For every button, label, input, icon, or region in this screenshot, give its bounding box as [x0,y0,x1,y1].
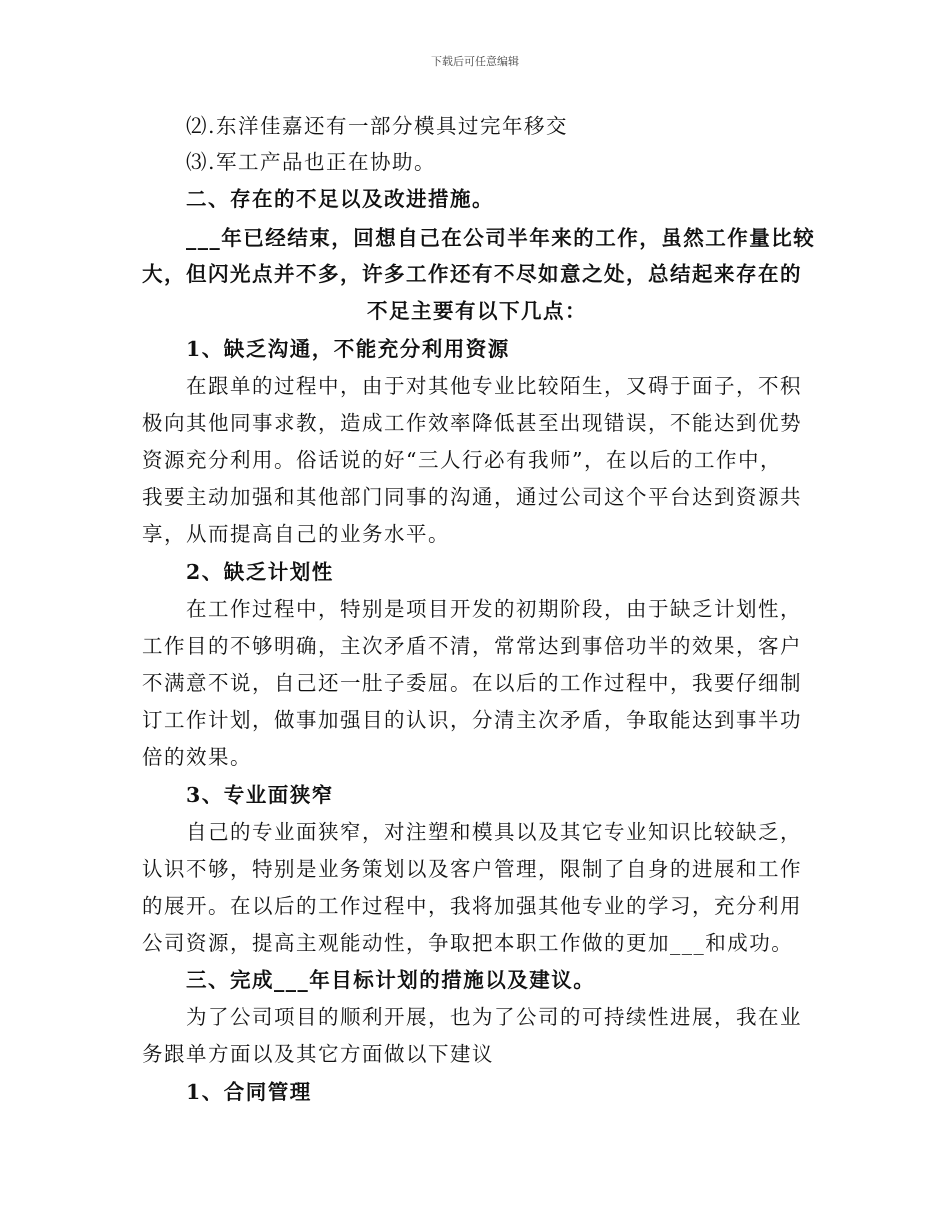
paragraph-line: 认识不够，特别是业务策划以及客户管理，限制了自身的进展和工作 [142,857,802,881]
paragraph-line: 倍的效果。 [142,745,252,769]
paragraph-line: 在工作过程中，特别是项目开发的初期阶段，由于缺乏计划性， [186,597,802,621]
paragraph-line: 务跟单方面以及其它方面做以下建议 [142,1042,494,1066]
paragraph-line: ⑶.军工产品也正在协助。 [186,150,437,174]
paragraph-line: 公司资源，提高主观能动性，争取把本职工作做的更加___和成功。 [142,931,794,955]
paragraph-line: ⑵.东洋佳嘉还有一部分模具过完年移交 [186,114,569,138]
paragraph-line: 享，从而提高自己的业务水平。 [142,522,450,546]
paragraph-line: 不足主要有以下几点： [367,299,587,323]
paragraph-line: 资源充分利用。俗话说的好“三人行必有我师”，在以后的工作中， [142,448,782,472]
paragraph-line: 工作目的不够明确，主次矛盾不清，常常达到事倍功半的效果，客户 [142,634,802,658]
paragraph-line: 不满意不说，自己还一肚子委屈。在以后的工作过程中，我要仔细制 [142,671,802,695]
subheading: 2、缺乏计划性 [186,560,334,584]
section-heading: 二、存在的不足以及改进措施。 [186,187,494,211]
section-heading: 三、完成___年目标计划的措施以及建议。 [186,968,596,992]
paragraph-line: 在跟单的过程中，由于对其他专业比较陌生，又碍于面子，不积 [186,374,802,398]
page-header: 下载后可任意编辑 [431,55,519,68]
paragraph-line: 的展开。在以后的工作过程中，我将加强其他专业的学习，充分利用 [142,894,802,918]
paragraph-line: 极向其他同事求教，造成工作效率降低甚至出现错误，不能达到优势 [142,411,802,435]
paragraph-line: 为了公司项目的顺利开展，也为了公司的可持续性进展，我在业 [186,1005,802,1029]
subheading: 3、专业面狭窄 [186,783,334,807]
subheading: 1、缺乏沟通，不能充分利用资源 [186,337,510,361]
paragraph-line: 订工作计划，做事加强目的认识，分清主次矛盾，争取能达到事半功 [142,708,802,732]
paragraph-line: ___年已经结束，回想自己在公司半年来的工作，虽然工作量比较 [186,226,816,250]
paragraph-line: 自己的专业面狭窄，对注塑和模具以及其它专业知识比较缺乏， [186,820,802,844]
paragraph-line: 我要主动加强和其他部门同事的沟通，通过公司这个平台达到资源共 [142,485,802,509]
paragraph-line: 大，但闪光点并不多，许多工作还有不尽如意之处，总结起来存在的 [142,262,802,286]
subheading: 1、合同管理 [186,1080,312,1104]
